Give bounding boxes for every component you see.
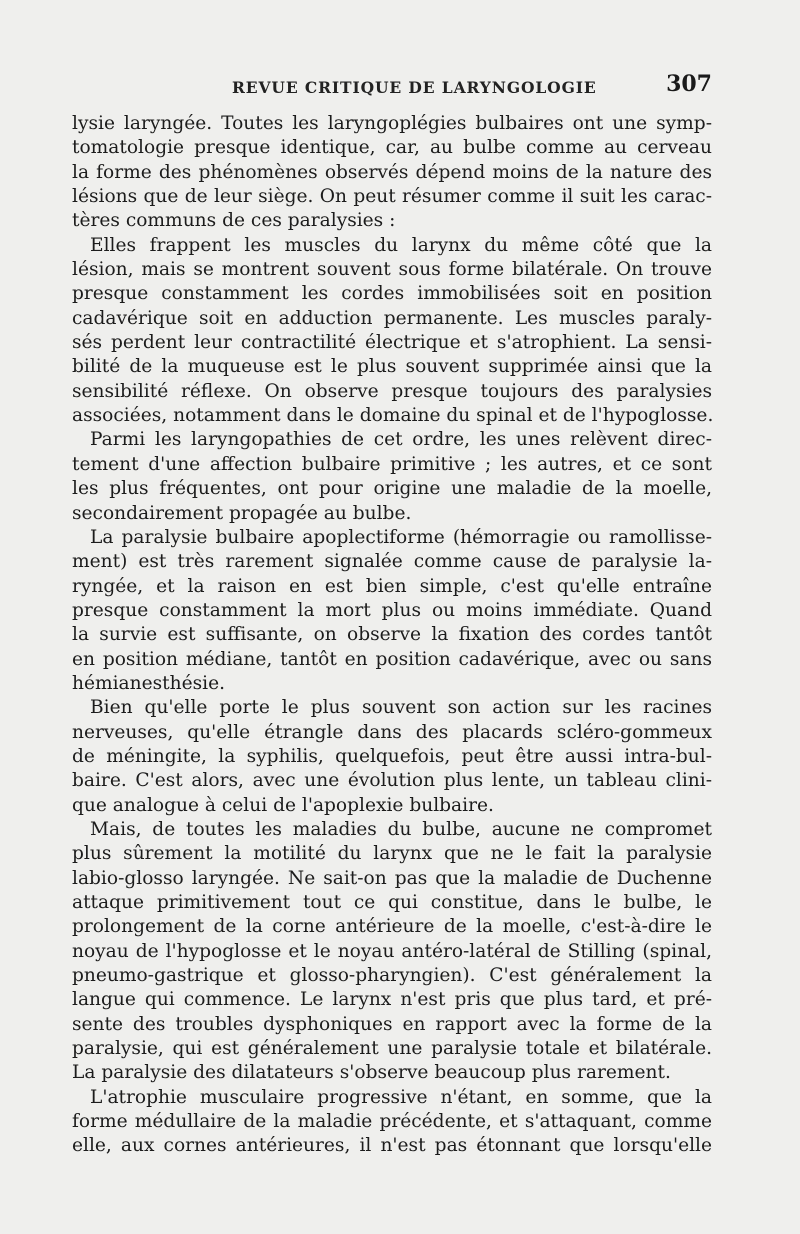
running-head [72,68,712,108]
text-line: cadavérique soit en adduction permanente. Les muscles paraly- [72,307,712,329]
text-line: la forme des phénomènes observés dépend moins de la nature des [72,161,712,183]
text-line: prolongement de la corne antérieure de la moelle, c'est-à-dire le [72,916,712,938]
text-line: tomatologie presque identique, car, au bulbe comme au cerveau [72,137,712,159]
text-line: L'atrophie musculaire progressive n'étant, en somme, que la [90,1086,712,1108]
text-line: attaque primitivement tout ce qui constitue, dans le bulbe, le [72,892,712,913]
text-line: lésion, mais se montrent souvent sous forme bilatérale. On trouve [72,259,712,281]
text-line: tères communs de ces paralysies : [72,210,396,232]
text-line: paralysie, qui est généralement une paralysie totale et bilatérale. [72,1038,712,1060]
body-text [72,112,712,1159]
text-line: presque constamment les cordes immobilisées soit en position [72,283,712,305]
text-line: tement d'une affection bulbaire primitive ; les autres, et ce sont [72,453,712,475]
text-line: forme médullaire de la maladie précédente, et s'attaquant, comme [72,1111,712,1133]
text-line: la survie est suffisante, on observe la fixation des cordes tantôt [72,624,712,646]
text-line: elle, aux cornes antérieures, il n'est pas étonnant que lorsqu'elle [72,1135,712,1157]
text-line: sensibilité réflexe. On observe presque toujours des paralysies [72,380,712,402]
text-line: ryngée, et la raison en est bien simple, c'est qu'elle entraîne [72,575,712,597]
text-line: que analogue à celui de l'apoplexie bulbaire. [72,794,494,816]
text-line: presque constamment la mort plus ou moins immédiate. Quand [72,599,712,621]
text-line: hémianesthésie. [72,672,226,694]
text-line: lysie laryngée. Toutes les laryngoplégies bulbaires ont une symp- [72,113,712,134]
text-line: les plus fréquentes, ont pour origine une maladie de la moelle, [72,478,712,500]
text-line: La paralysie des dilatateurs s'observe beaucoup plus rarement. [72,1062,671,1084]
text-line: Mais, de toutes les maladies du bulbe, aucune ne compromet [90,818,712,840]
text-line: plus sûrement la motilité du larynx que ne le fait la paralysie [72,843,712,865]
text-line: de méningite, la syphilis, quelquefois, peut être aussi intra-bul- [72,745,712,767]
text-line: La paralysie bulbaire apoplectiforme (hémorragie ou ramollisse- [90,526,712,548]
text-line: bilité de la muqueuse est le plus souvent supprimée ainsi que la [72,356,712,378]
page-number: 307 [666,71,712,97]
text-line: ment) est très rarement signalée comme cause de paralysie la- [72,551,712,573]
text-line: en position médiane, tantôt en position cadavérique, avec ou sans [72,648,712,670]
text-line: associées, notamment dans le domaine du spinal et de l'hypoglosse. [72,405,714,427]
text-line: langue qui commence. Le larynx n'est pris que plus tard, et pré- [72,989,712,1011]
text-line: Elles frappent les muscles du larynx du même côté que la [90,234,712,256]
text-line: lésions que de leur siège. On peut résumer comme il suit les carac- [72,186,712,208]
text-line: Parmi les laryngopathies de cet ordre, les unes relèvent direc- [90,429,712,451]
text-line: labio-glosso laryngée. Ne sait-on pas que la maladie de Duchenne [72,867,712,889]
text-line: noyau de l'hypoglosse et le noyau antéro-latéral de Stilling (spinal, [72,940,712,962]
text-line: Bien qu'elle porte le plus souvent son action sur les racines [90,697,712,719]
running-title: REVUE CRITIQUE DE LARYNGOLOGIE [232,78,597,97]
text-line: nerveuses, qu'elle étrangle dans des placards scléro-gommeux [72,721,712,743]
text-line: sente des troubles dysphoniques en rapport avec la forme de la [72,1013,712,1035]
text-line: sés perdent leur contractilité électrique et s'atrophient. La sensi- [72,332,712,354]
text-line: secondairement propagée au bulbe. [72,502,412,524]
text-line: baire. C'est alors, avec une évolution plus lente, un tableau clini- [72,770,712,792]
text-line: pneumo-gastrique et glosso-pharyngien). C'est généralement la [72,965,712,987]
